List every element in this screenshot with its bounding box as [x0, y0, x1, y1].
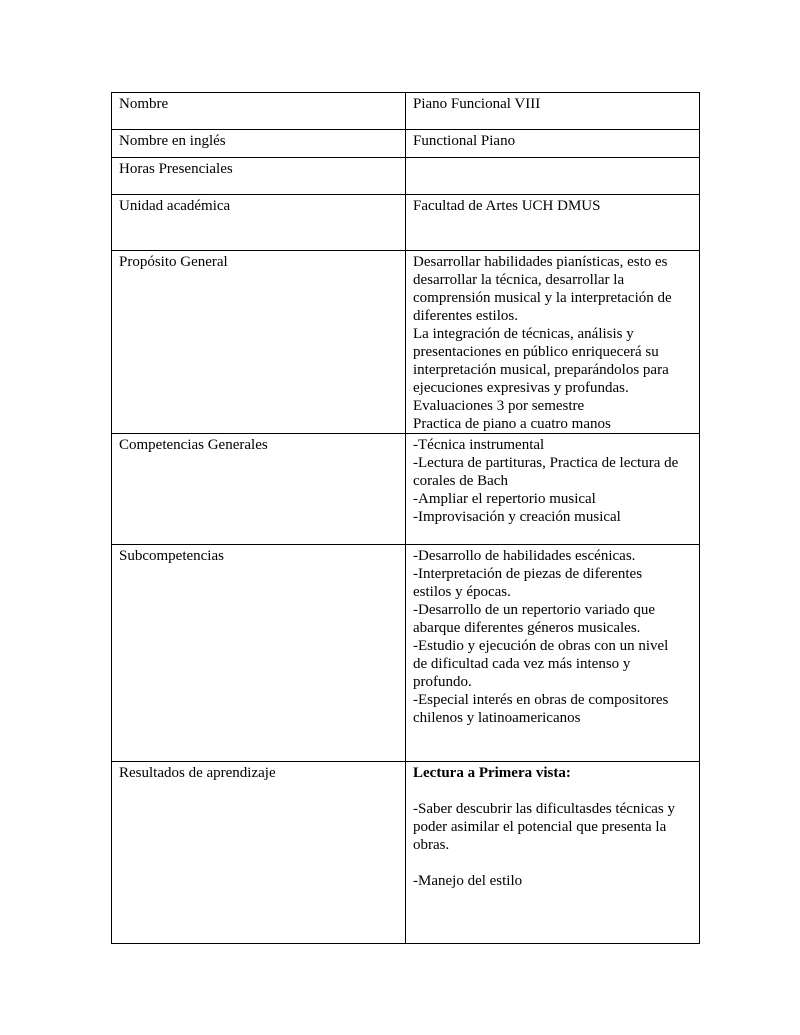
- table-row: [112, 158, 700, 195]
- row-label-horas-presenciales: Horas Presenciales: [112, 158, 406, 195]
- text-line: Practica de piano a cuatro manos: [413, 416, 611, 432]
- text-line: -Manejo del estilo: [413, 873, 523, 889]
- text-line: -Interpretación de piezas de diferentes: [413, 566, 643, 582]
- text-line: -Desarrollo de un repertorio variado que: [413, 602, 655, 618]
- text-line: interpretación musical, preparándolos para: [413, 362, 669, 378]
- row-value-unidad-academica: Facultad de Artes UCH DMUS: [406, 195, 700, 251]
- row-value-horas-presenciales: [406, 158, 700, 195]
- text-line: profundo.: [413, 674, 472, 690]
- row-label-subcompetencias: Subcompetencias: [112, 545, 406, 762]
- table-row: [112, 545, 700, 762]
- row-label-nombre: Nombre: [112, 93, 406, 130]
- table-row: [112, 251, 700, 434]
- row-value-competencias-generales: [406, 434, 700, 545]
- row-label-nombre-ingles: Nombre en inglés: [112, 130, 406, 158]
- text-line: comprensión musical y la interpretación de: [413, 290, 672, 306]
- table-row: [112, 130, 700, 158]
- table-row: [112, 762, 700, 944]
- text-line: -Estudio y ejecución de obras con un nivel: [413, 638, 669, 654]
- text-line: Desarrollar habilidades pianísticas, esto es: [413, 254, 668, 270]
- text-line: -Especial interés en obras de compositores: [413, 692, 669, 708]
- row-label-unidad-academica: Unidad académica: [112, 195, 406, 251]
- text-line: abarque diferentes géneros musicales.: [413, 620, 641, 636]
- spacer: [413, 782, 692, 800]
- row-value-proposito-general: [406, 251, 700, 434]
- text-line: -Técnica instrumental: [413, 437, 545, 453]
- text-line: diferentes estilos.: [413, 308, 518, 324]
- text-line: presentaciones en público enriquecerá su: [413, 344, 659, 360]
- text-line: estilos y épocas.: [413, 584, 511, 600]
- row-value-subcompetencias: [406, 545, 700, 762]
- text-line: poder asimilar el potencial que presenta la: [413, 819, 667, 835]
- text-line: La integración de técnicas, análisis y: [413, 326, 634, 342]
- row-label-competencias-generales: Competencias Generales: [112, 434, 406, 545]
- text-line: chilenos y latinoamericanos: [413, 710, 581, 726]
- text-line: -Ampliar el repertorio musical: [413, 491, 596, 507]
- table-row: [112, 434, 700, 545]
- row-label-proposito-general: Propósito General: [112, 251, 406, 434]
- text-line: -Lectura de partituras, Practica de lectura de: [413, 455, 679, 471]
- table-row: [112, 195, 700, 251]
- text-line: obras.: [413, 837, 450, 853]
- row-label-resultados-aprendizaje: Resultados de aprendizaje: [112, 762, 406, 944]
- text-line: corales de Bach: [413, 473, 508, 489]
- row-value-nombre: Piano Funcional VIII: [406, 93, 700, 130]
- syllabus-table: [111, 92, 700, 944]
- spacer: [413, 854, 692, 872]
- text-line: -Improvisación y creación musical: [413, 509, 621, 525]
- text-line: Evaluaciones 3 por semestre: [413, 398, 585, 414]
- text-line: -Saber descubrir las dificultasdes técnicas y: [413, 801, 675, 817]
- row-value-resultados-aprendizaje: [406, 762, 700, 944]
- text-line: de dificultad cada vez más intenso y: [413, 656, 631, 672]
- table-row: [112, 93, 700, 130]
- text-line: -Desarrollo de habilidades escénicas.: [413, 548, 636, 564]
- section-heading: Lectura a Primera vista:: [413, 765, 571, 781]
- row-value-nombre-ingles: Functional Piano: [406, 130, 700, 158]
- text-line: ejecuciones expresivas y profundas.: [413, 380, 629, 396]
- text-line: desarrollar la técnica, desarrollar la: [413, 272, 625, 288]
